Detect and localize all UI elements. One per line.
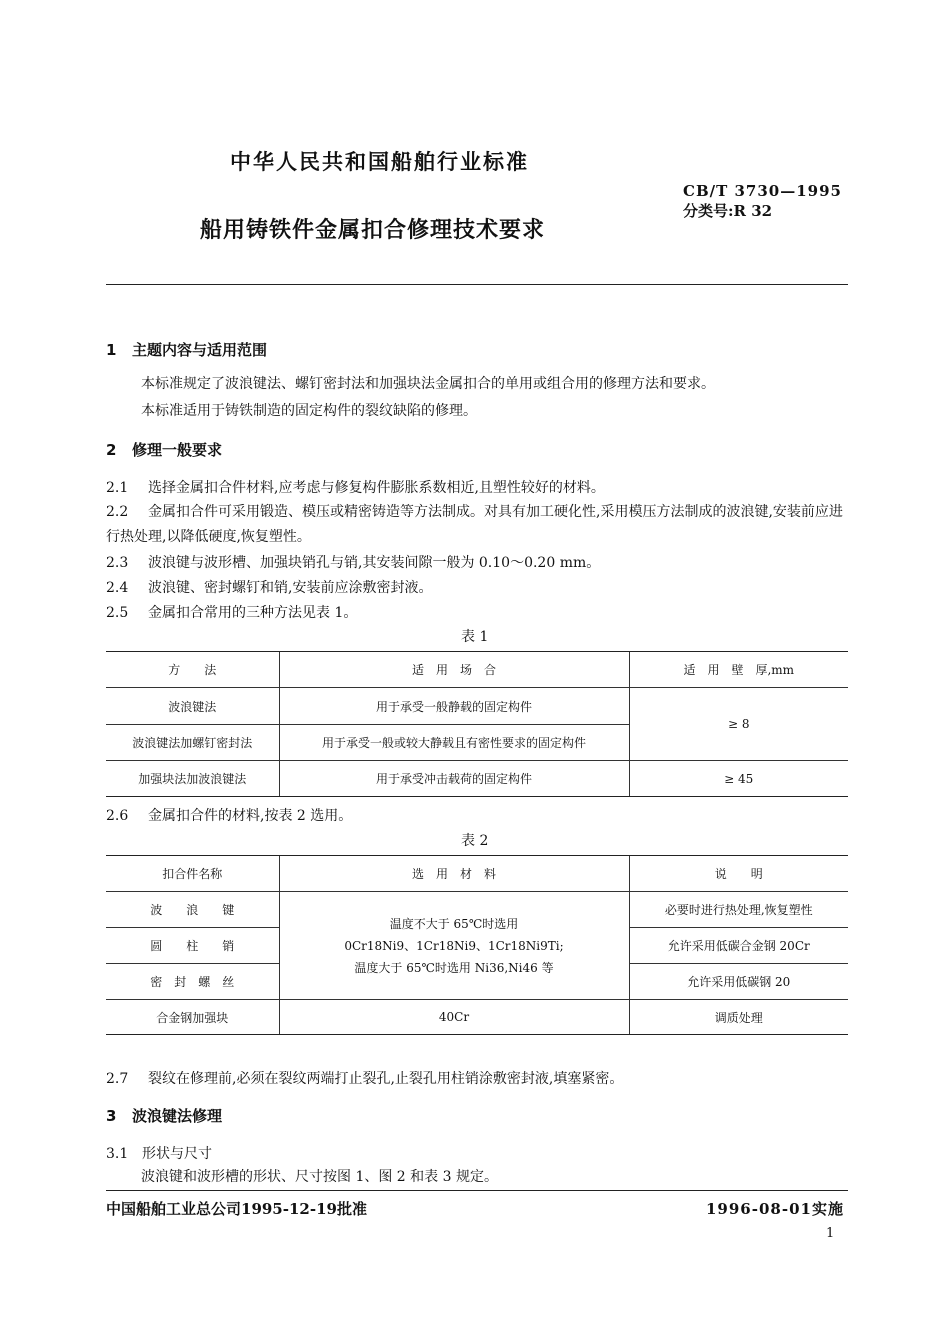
table-row: [106, 1000, 848, 1035]
column-header: 适 用 壁 厚,mm: [629, 652, 848, 688]
column-header: 说 明: [629, 856, 848, 892]
material-cell: 40Cr: [279, 1000, 629, 1035]
column-header: 适 用 场 合: [279, 652, 629, 688]
footer-rule: [106, 1190, 848, 1191]
section-number: 3: [106, 1107, 117, 1125]
document-title: 船用铸铁件金属扣合修理技术要求: [200, 218, 546, 243]
paragraph: 本标准适用于铸铁制造的固定构件的裂纹缺陷的修理。: [141, 403, 477, 419]
table-row: [106, 761, 848, 797]
material-cell: [279, 892, 629, 1000]
material-line: 温度大于 65℃时选用 Ni36,Ni46 等: [354, 960, 554, 975]
section-title: 波浪键法修理: [132, 1107, 223, 1125]
section-title: 修理一般要求: [132, 441, 223, 459]
clause-number: 2.7: [106, 1071, 129, 1087]
column-header: 扣合件名称: [106, 856, 279, 892]
table-1-caption: 表 1: [461, 629, 489, 645]
part-name-cell: 合金钢加强块: [106, 1000, 279, 1035]
clause-text: 裂纹在修理前,必须在裂纹两端打止裂孔,止裂孔用柱销涂敷密封液,填塞紧密。: [148, 1071, 624, 1087]
thickness-cell: ≥ 45: [629, 761, 848, 797]
section-3-heading: [106, 1105, 222, 1126]
paragraph: 波浪键和波形槽的形状、尺寸按图 1、图 2 和表 3 规定。: [141, 1169, 498, 1185]
table-2: [106, 855, 848, 1035]
note-cell: 调质处理: [629, 1000, 848, 1035]
usage-cell: 用于承受冲击载荷的固定构件: [279, 761, 629, 797]
table-2-caption: 表 2: [461, 833, 489, 849]
table-row: [106, 892, 848, 928]
material-line: 0Cr18Ni9、1Cr18Ni9、1Cr18Ni9Ti;: [344, 938, 564, 953]
section-number: 1: [106, 341, 117, 359]
material-line: 温度不大于 65℃时选用: [389, 916, 519, 931]
column-header: 方 法: [106, 652, 279, 688]
clause-text: 金属扣合常用的三种方法见表 1。: [148, 605, 358, 621]
page-number: 1: [826, 1226, 835, 1241]
thickness-cell: ≥ 8: [629, 688, 848, 761]
standard-code: CB/T 3730—1995: [683, 182, 842, 200]
clause-number: 2.1: [106, 480, 129, 496]
clause-2-6: [106, 805, 352, 825]
clause-number: 2.3: [106, 555, 129, 571]
effective-date: 1996-08-01实施: [706, 1200, 844, 1218]
clause-text: 波浪键与波形槽、加强块销孔与销,其安装间隙一般为 0.10～0.20 mm。: [148, 555, 601, 571]
issuing-body-heading: 中华人民共和国船舶行业标准: [230, 150, 529, 174]
note-cell: 必要时进行热处理,恢复塑性: [629, 892, 848, 928]
clause-number: 2.5: [106, 605, 129, 621]
section-1-heading: [106, 339, 267, 360]
clause-number: 2.2: [106, 504, 129, 520]
method-cell: 加强块法加波浪键法: [106, 761, 279, 797]
paragraph: 本标准规定了波浪键法、螺钉密封法和加强块法金属扣合的单用或组合用的修理方法和要求。: [141, 376, 715, 392]
clause-2-1: [106, 477, 605, 497]
clause-number: 3.1: [106, 1146, 129, 1162]
clause-2-5: [106, 602, 357, 622]
clause-2-2: [106, 500, 848, 550]
note-cell: 允许采用低碳钢 20: [629, 964, 848, 1000]
clause-2-3: [106, 552, 600, 572]
part-name-cell: 波 浪 键: [106, 892, 279, 928]
clause-2-7: [106, 1068, 623, 1088]
section-number: 2: [106, 441, 117, 459]
clause-number: 2.4: [106, 580, 129, 596]
clause-3-1: [106, 1143, 212, 1163]
table-1: [106, 651, 848, 797]
part-name-cell: 密 封 螺 丝: [106, 964, 279, 1000]
part-name-cell: 圆 柱 销: [106, 928, 279, 964]
clause-text: 形状与尺寸: [142, 1146, 212, 1162]
table-header-row: [106, 652, 848, 688]
table-row: [106, 688, 848, 725]
clause-2-4: [106, 577, 432, 597]
usage-cell: 用于承受一般静载的固定构件: [279, 688, 629, 725]
clause-text: 金属扣合件的材料,按表 2 选用。: [148, 808, 353, 824]
column-header: 选 用 材 料: [279, 856, 629, 892]
clause-number: 2.6: [106, 808, 129, 824]
approval-line: 中国船舶工业总公司1995-12-19批准: [106, 1200, 367, 1218]
classification-number: 分类号:R 32: [683, 202, 773, 220]
clause-text: 金属扣合件可采用锻造、模压或精密铸造等方法制成。对具有加工硬化性,采用模压方法制成的波浪键,安装前应进行热处理,以降低硬度,恢复塑性。: [106, 504, 843, 545]
section-2-heading: [106, 439, 222, 460]
method-cell: 波浪键法加螺钉密封法: [106, 725, 279, 761]
clause-text: 选择金属扣合件材料,应考虑与修复构件膨胀系数相近,且塑性较好的材料。: [148, 480, 605, 496]
usage-cell: 用于承受一般或较大静载且有密性要求的固定构件: [279, 725, 629, 761]
note-cell: 允许采用低碳合金钢 20Cr: [629, 928, 848, 964]
header-rule: [106, 284, 848, 285]
section-title: 主题内容与适用范围: [132, 341, 268, 359]
method-cell: 波浪键法: [106, 688, 279, 725]
clause-text: 波浪键、密封螺钉和销,安装前应涂敷密封液。: [148, 580, 433, 596]
table-header-row: [106, 856, 848, 892]
